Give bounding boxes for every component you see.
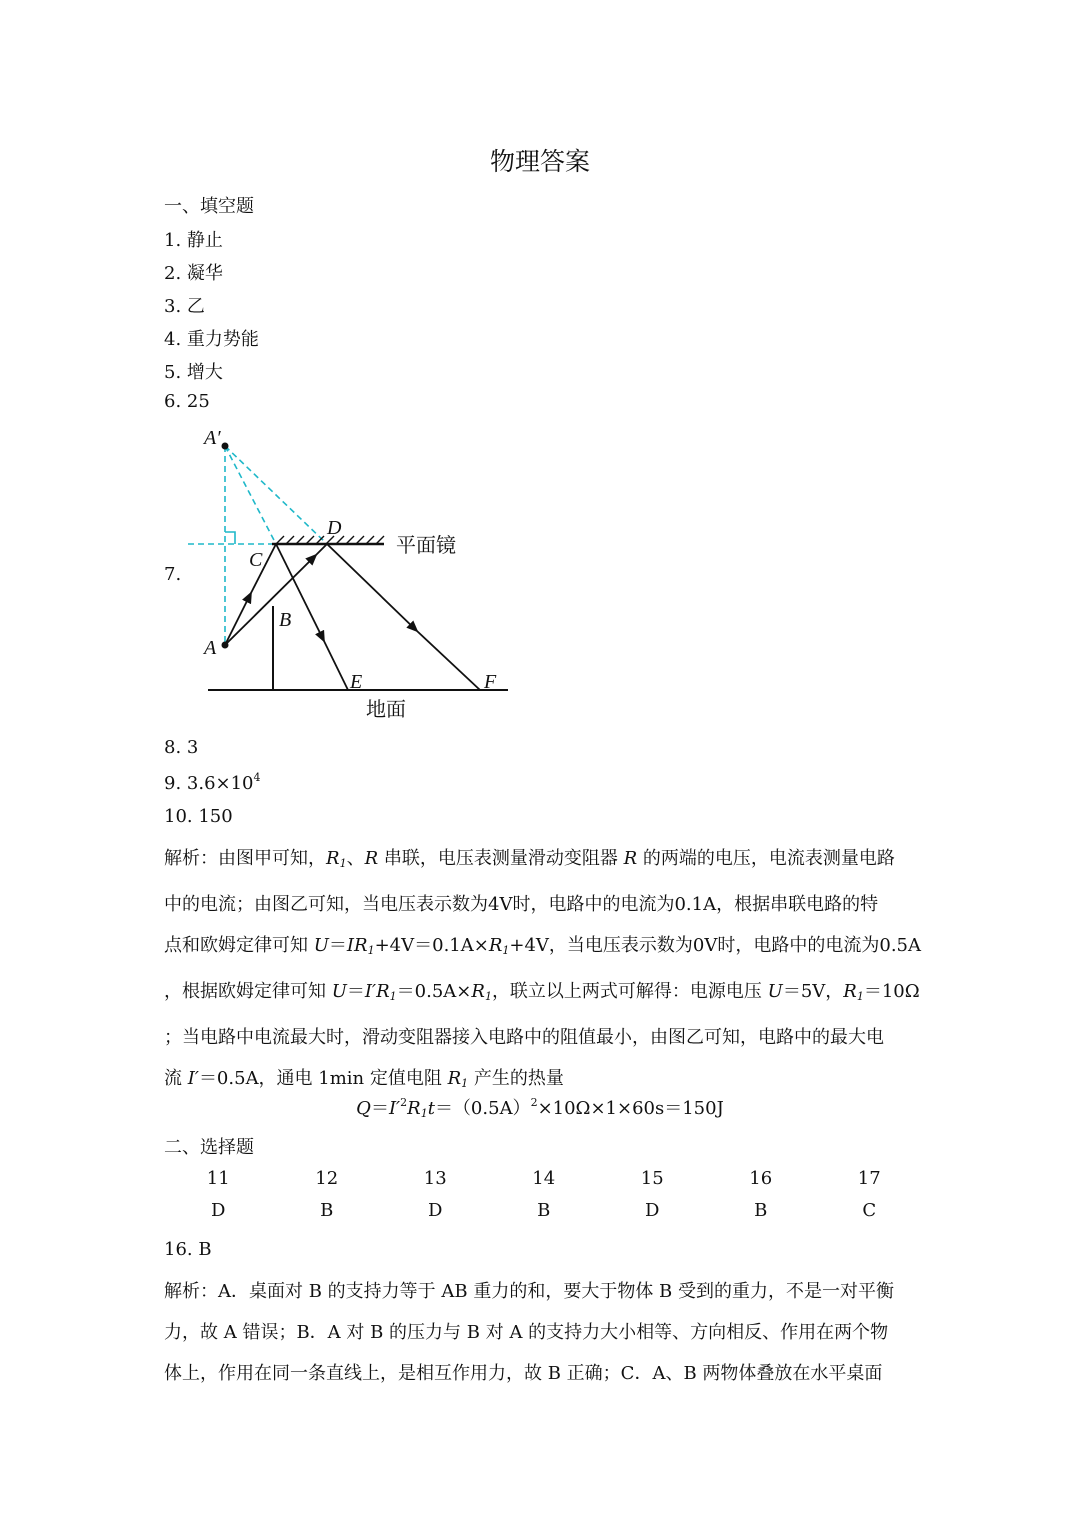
analysis-line: 解析：由图甲可知，$R_1$、R 串联，电压表测量滑动变阻器 R 的两端的电压，电流表测量电路: [164, 848, 895, 870]
analysis-line: ；当电路中电流最大时，滑动变阻器接入电路中的阻值最小，由图乙可知，电路中的最大电: [164, 1027, 884, 1048]
question-number: 12: [315, 1167, 339, 1189]
reflected-ray-d-second: [417, 631, 480, 690]
label-e: E: [350, 671, 363, 693]
right-angle-mark: [225, 532, 235, 544]
hatch-mark: [276, 536, 284, 544]
mirror-label: 平面镜: [396, 533, 456, 557]
point-a-prime-dot: [222, 443, 229, 450]
analysis-line: 力，故 A 错误；B．A 对 B 的压力与 B 对 A 的支持力大小相等、方向相反、作用在两个物: [164, 1322, 889, 1343]
analysis-line: 中的电流；由图乙可知，当电压表示数为4V时，电路中的电流为0.1A，根据串联电路的特: [164, 894, 879, 915]
answer-3: 3. 乙: [164, 296, 205, 317]
question-number: 13: [423, 1167, 447, 1189]
label-d: D: [327, 517, 342, 539]
hatch-mark: [306, 536, 314, 544]
table-row-numbers: [164, 1162, 924, 1194]
analysis-line: 点和欧姆定律可知 $U=IR_1+4V=0.1A\times R_1+4V$，当电压表示数为0V时，电路中的电流为0.5A: [164, 935, 921, 957]
question-number: 15: [640, 1167, 664, 1189]
answer-16: 16. B: [164, 1239, 212, 1260]
analysis-line: 流 I′＝0.5A，通电 1min 定值电阻 $R_1$ 产生的热量: [164, 1068, 564, 1090]
q16-analysis: [164, 1271, 924, 1394]
reflected-ray-d-first: [327, 544, 417, 631]
choice-answer: B: [537, 1199, 551, 1221]
dashed-line-a-prime-d: [225, 446, 327, 544]
choice-answer: C: [862, 1199, 877, 1221]
answer-6: 6. 25: [164, 391, 210, 412]
question-number: 16: [749, 1167, 773, 1189]
label-a-prime: A′: [204, 427, 221, 449]
answer-7-label: 7.: [164, 564, 182, 585]
hatch-mark: [366, 536, 374, 544]
hatch-mark: [286, 536, 294, 544]
analysis-line: 体上，作用在同一条直线上，是相互作用力，故 B 正确；C．A、B 两物体叠放在水平桌面: [164, 1363, 883, 1384]
dashed-line-a-prime-c: [225, 446, 276, 544]
q10-analysis: [164, 838, 924, 1104]
answer-9-value: 9. 3.6×10: [164, 773, 254, 794]
ray-a-to-c-first: [225, 593, 251, 645]
label-b: B: [279, 609, 292, 631]
hatch-mark: [346, 536, 354, 544]
choice-answer: D: [645, 1199, 660, 1221]
hatch-mark: [376, 536, 384, 544]
section-heading-choice: 二、选择题: [164, 1137, 254, 1158]
table-row-answers: [164, 1194, 924, 1226]
label-f: F: [484, 671, 497, 693]
hatch-mark: [356, 536, 364, 544]
label-c: C: [249, 549, 263, 571]
construction-lines: [188, 446, 327, 645]
question-number: 17: [857, 1167, 881, 1189]
answer-1: 1. 静止: [164, 230, 223, 251]
mirror-reflection-diagram: [164, 420, 524, 725]
answer-2: 2. 凝华: [164, 263, 223, 284]
ray-a-to-d-second: [316, 544, 327, 555]
choice-answer-table: [164, 1162, 924, 1226]
point-a-dot: [222, 642, 229, 649]
question-number: 11: [206, 1167, 230, 1189]
hatch-mark: [296, 536, 304, 544]
choice-answer: D: [428, 1199, 443, 1221]
answer-9-exponent: 4: [253, 771, 261, 784]
heat-formula: $Q=I'^2R_1t=(0.5A)^2\times 10\Omega\times 1\times 60s=150J$: [356, 1096, 724, 1120]
section-heading-fill: 一、填空题: [164, 196, 254, 217]
answer-5: 5. 增大: [164, 362, 223, 383]
choice-answer: B: [754, 1199, 768, 1221]
choice-answer: B: [320, 1199, 334, 1221]
reflected-ray-c-second: [324, 641, 348, 690]
analysis-line: ，根据欧姆定律可知 $U=I'R_1=0.5A\times R_1$，联立以上两式可解得：电源电压 U＝5V，$R_1=10\Omega$: [164, 981, 920, 1003]
answer-9: [164, 771, 261, 794]
ray-a-to-d-first: [225, 555, 316, 645]
analysis-line: 解析：A．桌面对 B 的支持力等于 AB 重力的和，要大于物体 B 受到的重力，不是一对平衡: [164, 1281, 895, 1302]
answer-8: 8. 3: [164, 737, 199, 758]
ground-label: 地面: [366, 697, 406, 721]
answer-10: 10. 150: [164, 806, 233, 827]
label-a: A: [204, 637, 217, 659]
choice-answer: D: [211, 1199, 226, 1221]
answer-4: 4. 重力势能: [164, 329, 259, 350]
page-title: 物理答案: [489, 147, 590, 176]
question-number: 14: [532, 1167, 556, 1189]
